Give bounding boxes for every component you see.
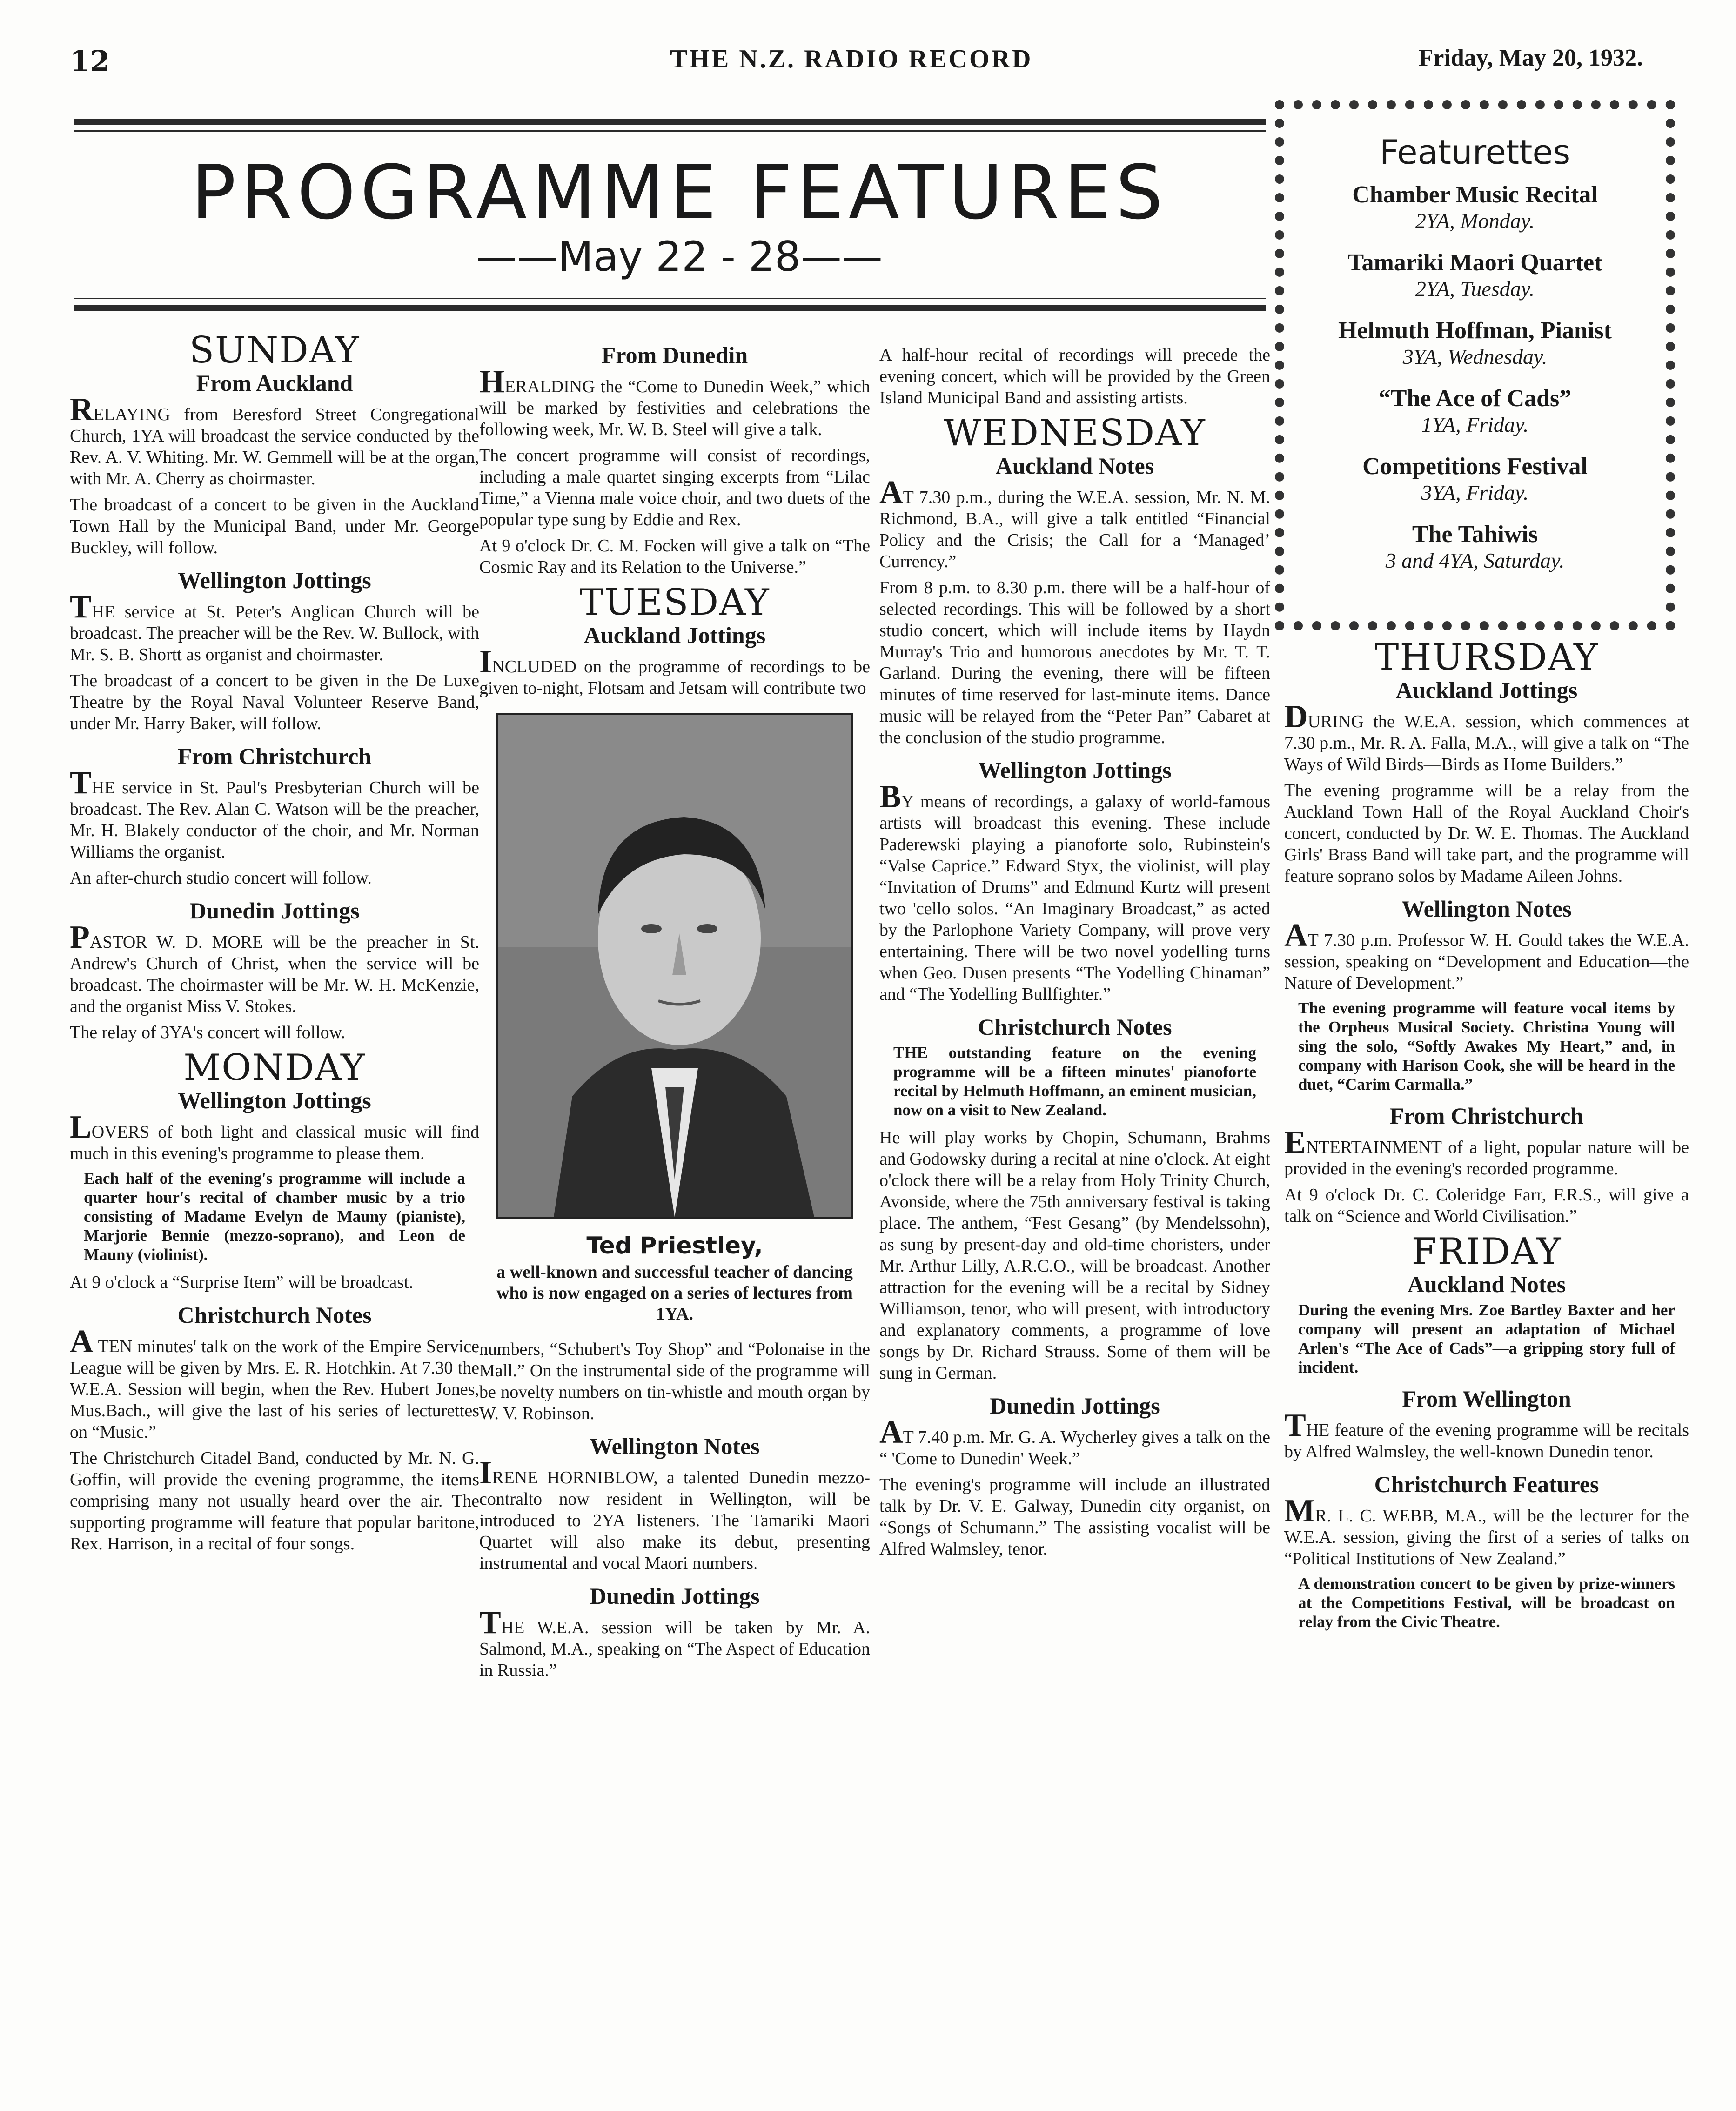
section-heading: From Wellington [1402, 1386, 1571, 1412]
section-heading: From Christchurch [177, 743, 372, 769]
article-paragraph-bold: Each half of the evening's programme will include a quarter hour's recital of chamber music by a trio consisting of Madame Evelyn de Mauny (pianiste), Marjorie Bennie (mezzo-soprano), and Leon de Mauny (violinist). [84, 1169, 465, 1264]
page-title: PROGRAMME FEATURES [191, 149, 1168, 236]
article-paragraph: At 9 o'clock Dr. C. M. Focken will give a talk on “The Cosmic Ray and its Relation to the Universe.” [479, 536, 870, 577]
featurettes-title: Featurettes [1379, 133, 1571, 172]
featurette-item [1284, 249, 1666, 301]
featurette-item [1284, 385, 1666, 437]
portrait-illustration [498, 715, 851, 1217]
article-paragraph: The evening programme will be a relay from the Auckland Town Hall of the Royal Auckland Choir's concert, conducted by Dr. W. E. Thomas. The Auckland Girls' Brass Band will take part, and the programme will feature soprano solos by Madame Aileen Johns. [1284, 781, 1689, 886]
section-heading: Auckland Jottings [583, 622, 766, 648]
featurette-name: Competitions Festival [1362, 453, 1588, 480]
photo-caption-name: Ted Priestley, [586, 1232, 763, 1259]
article-paragraph: At 9 o'clock Dr. C. Coleridge Farr, F.R.S., will give a talk on “Science and World Civilisation.” [1284, 1185, 1689, 1226]
article-paragraph: At 9 o'clock a “Surprise Item” will be broadcast. [70, 1273, 414, 1292]
featurette-item [1284, 317, 1666, 369]
article-paragraph-bold: The evening programme will feature vocal items by the Orpheus Musical Society. Christina Young will sing the solo, “Softly Awakes My Heart,” and, in company with Harison Cook, she will be heard in the duet, “Carim Carmalla.” [1298, 999, 1675, 1093]
article-paragraph: The concert programme will consist of recordings, including a male quartet singing excerpts from “Lilac Time,” a Vienna male voice choir, and two duets of the popular type sung by Eddie and Rex. [479, 446, 870, 529]
page-header [0, 44, 1736, 81]
section-heading: Wellington Notes [590, 1433, 760, 1459]
publication-title: THE N.Z. RADIO RECORD [670, 45, 1033, 74]
section-heading: Wellington Jottings [978, 757, 1172, 783]
featurette-station: 2YA, Tuesday. [1415, 277, 1535, 301]
section-heading: Wellington Jottings [178, 1087, 371, 1113]
article-paragraph-bold: THE outstanding feature on the evening programme will be a fifteen minutes' pianoforte recital by Helmuth Hoffmann, an eminent musician, now on a visit to New Zealand. [893, 1044, 1256, 1119]
article-paragraph: The Christchurch Citadel Band, conducted by Mr. N. G. Goffin, will provide the evening programme, the items comprising many not usually heard over the air. The supporting programme will feature that popular baritone, Rex. Harrison, in a recital of four songs. [70, 1448, 479, 1554]
featurette-name: Helmuth Hoffman, Pianist [1338, 317, 1612, 344]
featurette-name: The Tahiwis [1412, 521, 1538, 548]
article-paragraph: MR. L. C. WEBB, M.A., will be the lecturer for the W.E.A. session, giving the first of a series of talks on “Political Institutions of New Zealand.” [1284, 1493, 1689, 1568]
featurettes-box [1275, 100, 1675, 630]
photo-caption-text: a well-known and successful teacher of dancing who is now engaged on a series of lectures from 1YA. [496, 1262, 853, 1324]
featurette-name: Tamariki Maori Quartet [1347, 249, 1602, 276]
article-paragraph: An after-church studio concert will follow. [70, 868, 372, 888]
article-paragraph: THE service in St. Paul's Presbyterian Church will be broadcast. The Rev. Alan C. Watson will be the preacher, Mr. H. Blakely conductor of the choir, and Mr. Norman Williams the organist. [70, 765, 479, 862]
article-paragraph: RELAYING from Beresford Street Congregational Church, 1YA will broadcast the service conducted by the Rev. A. V. Whiting. Mr. W. Gemmell will be at the organ, with Mr. A. Cherry as choirmaster. [70, 392, 479, 489]
featurette-station: 3 and 4YA, Saturday. [1385, 549, 1565, 572]
section-heading: Dunedin Jottings [189, 898, 360, 924]
section-heading: Wellington Notes [1401, 896, 1572, 922]
article-paragraph: From 8 p.m. to 8.30 p.m. there will be a half-hour of selected recordings. This will be followed by a short studio concert, which will include items by Haydn Murray's Trio and humorous anecdotes by Mr. T. T. Garland. During the evening, there will be fifteen minutes of time reserved for last-minute items. Dance music will be relayed from the “Peter Pan” Cabaret at the conclusion of the studio programme. [879, 578, 1270, 747]
day-heading-tuesday: TUESDAY [579, 582, 770, 623]
article-paragraph: LOVERS of both light and classical music will find much in this evening's programme to please them. [70, 1109, 479, 1163]
day-heading-thursday: THURSDAY [1374, 637, 1599, 678]
banner-rule-top-thin [74, 130, 1266, 132]
article-paragraph: AT 7.30 p.m. Professor W. H. Gould takes the W.E.A. session, speaking on “Development and Education—the Nature of Development.” [1284, 918, 1689, 993]
featurette-station: 3YA, Friday. [1421, 481, 1529, 504]
day-heading-monday: MONDAY [183, 1047, 366, 1089]
section-heading: Christchurch Features [1374, 1471, 1599, 1497]
article-paragraph: DURING the W.E.A. session, which commences at 7.30 p.m., Mr. R. A. Falla, M.A., will give a talk on “The Ways of Wild Birds—Birds as Home Builders.” [1284, 699, 1689, 774]
section-heading: Auckland Notes [1407, 1271, 1566, 1297]
section-heading: Christchurch Notes [978, 1014, 1172, 1040]
article-paragraph-bold: A demonstration concert to be given by prize-winners at the Competitions Festival, will be broadcast on relay from the Civic Theatre. [1298, 1575, 1675, 1631]
section-heading: Dunedin Jottings [590, 1583, 760, 1609]
article-paragraph: INCLUDED on the programme of recordings to be given to-night, Flotsam and Jetsam will contribute two [479, 644, 870, 698]
day-heading-wednesday: WEDNESDAY [944, 412, 1206, 454]
article-paragraph: He will play works by Chopin, Schumann, Brahms and Godowsky during a recital at nine o'clock. At eight o'clock there will be a relay from Holy Trinity Church, Avonside, where the 75th anniversary festival is taking place. The anthem, “Fest Gesang” (by Mendelssohn), as sung by present-day and old-time choristers, under Mr. Arthur Lilly, A.R.C.O., will be broadcast. Another attraction for the evening will be a recital by Sidney Williamson, tenor, who will present, with introductory and explanatory comments, a programme of love songs by Dr. Richard Strauss. Some of them will be sung in German. [879, 1128, 1270, 1383]
article-paragraph: numbers, “Schubert's Toy Shop” and “Polonaise in the Mall.” On the instrumental side of the programme will be novelty numbers on tin-whistle and mouth organ by W. V. Robinson. [479, 1340, 870, 1423]
article-paragraph: BY means of recordings, a galaxy of world-famous artists will broadcast this evening. These include Paderewski playing a pianoforte solo, Rubinstein's “Valse Caprice.” Edward Styx, the violinist, will play “Invitation of Drums” and Edmund Kurtz will present two 'cello solos. “An Imaginary Broadcast,” as acted by the Parlophone Variety Company, will prove very entertaining. There will be two novel yodelling turns when Geo. Dusen presents “The Yodelling Chinaman” and “The Yodelling Bullfighter.” [879, 779, 1270, 1004]
issue-date: Friday, May 20, 1932. [1418, 45, 1643, 71]
section-heading: Christchurch Notes [177, 1302, 372, 1328]
banner-rule-bottom-thin [74, 298, 1266, 299]
section-heading: From Christchurch [1389, 1103, 1584, 1129]
section-heading: Wellington Jottings [178, 567, 371, 593]
section-heading: From Dunedin [601, 342, 748, 368]
featurette-name: “The Ace of Cads” [1378, 385, 1572, 412]
article-paragraph: The broadcast of a concert to be given in the De Luxe Theatre by the Royal Naval Volunteer Reserve Band, under Mr. Harry Baker, will follow. [70, 671, 479, 733]
column-3 [879, 326, 1270, 1564]
column-4 [1284, 637, 1689, 1639]
featurette-station: 3YA, Wednesday. [1402, 345, 1548, 369]
article-paragraph: AT 7.40 p.m. Mr. G. A. Wycherley gives a talk on the “ 'Come to Dunedin' Week.” [879, 1414, 1270, 1468]
banner-rule-bottom [74, 305, 1266, 311]
page-number: 12 [70, 44, 110, 78]
day-heading-friday: FRIDAY [1411, 1231, 1562, 1273]
section-heading: Auckland Jottings [1395, 677, 1578, 703]
article-paragraph: The evening's programme will include an illustrated talk by Dr. V. E. Galway, Dunedin city organist, on “Songs of Schumann.” The assisting vocalist will be Alfred Walmsley, tenor. [879, 1475, 1270, 1559]
section-heading: Auckland Notes [995, 453, 1154, 479]
featurette-name: Chamber Music Recital [1352, 181, 1598, 208]
article-paragraph: THE feature of the evening programme will be recitals by Alfred Walmsley, the well-known Dunedin tenor. [1284, 1407, 1689, 1461]
article-paragraph: HERALDING the “Come to Dunedin Week,” which will be marked by festivities and celebrations the following week, Mr. W. B. Steel will give a talk. [479, 364, 870, 439]
article-paragraph: A TEN minutes' talk on the work of the Empire Service League will be given by Mrs. E. R. Hotchkin. At 7.30 the W.E.A. Session will begin, when the Rev. Hubert Jones, Mus.Bach., will give the last of his series of lecturettes on “Music.” [70, 1324, 479, 1442]
article-paragraph: ENTERTAINMENT of a light, popular nature will be provided in the evening's recorded programme. [1284, 1125, 1689, 1179]
section-heading: Dunedin Jottings [990, 1393, 1160, 1419]
banner-rule-top [74, 119, 1266, 125]
article-paragraph: PASTOR W. D. MORE will be the preacher in St. Andrew's Church of Christ, when the service will be broadcast. The choirmaster will be Mr. W. H. McKenzie, and the organist Miss V. Stokes. [70, 919, 479, 1016]
featurette-item [1284, 521, 1666, 573]
featurette-station: 1YA, Friday. [1421, 413, 1529, 436]
featurette-item [1284, 453, 1666, 505]
portrait-photo [496, 713, 853, 1219]
featurette-station: 2YA, Monday. [1415, 209, 1535, 233]
page-date-range: ——May 22 - 28—— [476, 233, 883, 281]
article-paragraph: A half-hour recital of recordings will precede the evening concert, which will be provided by the Green Island Municipal Band and assisting artists. [879, 345, 1270, 408]
section-heading: From Auckland [196, 370, 353, 396]
article-paragraph-bold: During the evening Mrs. Zoe Bartley Baxter and her company will present an adaptation of Michael Arlen's “The Ace of Cads”—a gripping story full of incident. [1298, 1301, 1675, 1376]
column-2 [479, 326, 870, 1686]
article-paragraph: THE service at St. Peter's Anglican Church will be broadcast. The preacher will be the Rev. W. Bullock, with Mr. S. B. Shortt as organist and choirmaster. [70, 589, 479, 664]
article-paragraph: THE W.E.A. session will be taken by Mr. A. Salmond, M.A., speaking on “The Aspect of Education in Russia.” [479, 1605, 870, 1680]
article-paragraph: The broadcast of a concert to be given in the Auckland Town Hall by the Municipal Band, under Mr. George Buckley, will follow. [70, 495, 479, 557]
article-paragraph: The relay of 3YA's concert will follow. [70, 1023, 346, 1042]
article-paragraph: AT 7.30 p.m., during the W.E.A. session, Mr. N. M. Richmond, B.A., will give a talk entitled “Financial Policy and the Crisis; the Call for a ‘Managed’ Currency.” [879, 475, 1270, 571]
article-paragraph: IRENE HORNIBLOW, a talented Dunedin mezzo-contralto now resident in Wellington, will be introduced to 2YA listeners. The Tamariki Maori Quartet will also make its debut, presenting instrumental and vocal Maori numbers. [479, 1455, 870, 1573]
column-1 [70, 326, 479, 1559]
day-heading-sunday: SUNDAY [189, 329, 360, 371]
featurette-item [1284, 181, 1666, 233]
